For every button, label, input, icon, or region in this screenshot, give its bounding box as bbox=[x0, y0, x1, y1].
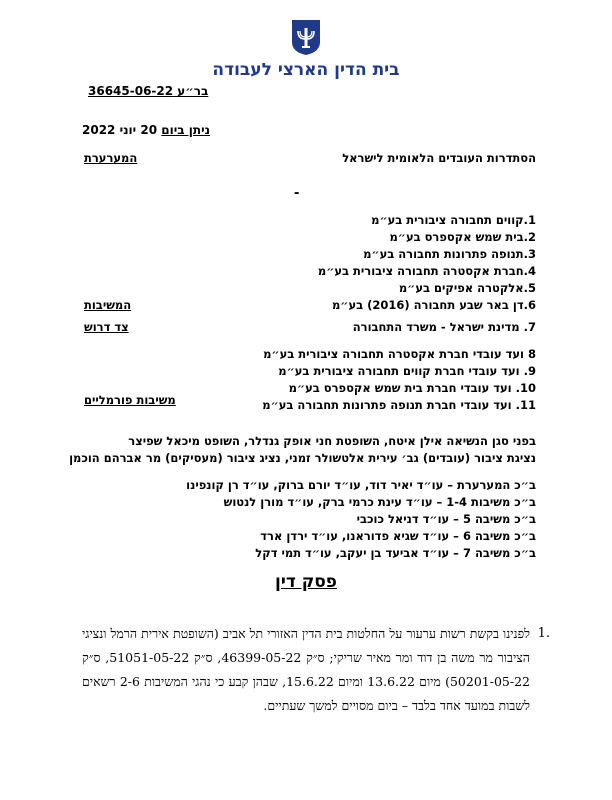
required-party-role: צד דרוש bbox=[84, 320, 129, 334]
respondent-item: 3.תנופה פתרונות תחבורה בע״מ bbox=[363, 247, 536, 261]
case-number: בר״ע 36645-06-22 bbox=[88, 84, 209, 98]
formal-respondent-item: 9. ועד עובדי חברת קווים תחבורה ציבורית בע״מ bbox=[278, 364, 536, 378]
paragraph-number: 1. bbox=[537, 626, 550, 641]
respondent-item: 4.חברת אקסטרה תחבורה ציבורית בע״מ bbox=[317, 264, 536, 278]
formal-respondent-item: 11. ועד עובדי חברת תנופה פתרונות תחבורה בע״מ bbox=[262, 398, 536, 412]
versus-separator: - bbox=[294, 186, 300, 201]
respondent-item: 2.בית שמש אקספרס בע״מ bbox=[389, 230, 536, 244]
required-party-name: 7. מדינת ישראל - משרד התחבורה bbox=[352, 320, 536, 334]
counsel-line: ב״כ המערערת – עו״ד יאיר דוד, עו״ד יורם ברוק, עו״ד רן קונפינו bbox=[186, 478, 536, 492]
verdict-paragraph: לפנינו בקשת רשות ערעור על החלטות בית הדין האזורי תל אביב (השופטת אירית הרמל ונציגי הציבור מר משה בן דוד ומר מאיר שריקי; ס״ק 46399-05-22, ס״ק 51051-05-22, ס״ק 50201-05-22) מיום 13.6.22 ומיום 15.6.22, שבהן קבע כי נהגי המשיבות 2-6 רשאים לשבות במועד אחד בלבד – ביום מסויים למשך שעתיים. bbox=[82, 626, 531, 713]
given-date: 20 יוני 2022 bbox=[82, 123, 158, 137]
formal-respondent-item: 10. ועד עובדי חברת בית שמש אקספרס בע״מ bbox=[288, 381, 536, 395]
verdict-heading-text: פסק דין bbox=[274, 572, 337, 592]
counsel-line: ב״כ משיבות 1-4 – עו״ד עינת כרמי ברק, עו״ד מורן לנטוש bbox=[223, 495, 536, 509]
state-emblem-icon bbox=[290, 18, 322, 56]
respondent-item: 1.קווים תחבורה ציבורית בע״מ bbox=[371, 213, 536, 227]
respondent-item: 5.אלקטרה אפיקים בע״מ bbox=[398, 281, 536, 295]
panel-line: נציגת ציבור (עובדים) גב׳ עירית אלטשולר זמני, נציג ציבור (מעסיקים) מר אברהם הוכמן bbox=[69, 451, 536, 465]
given-date-line bbox=[82, 123, 210, 137]
panel-line: בפני סגן הנשיאה אילן איטח, השופטת חני אופק גנדלר, השופט מיכאל שפיצר bbox=[128, 434, 536, 448]
counsel-line: ב״כ משיבה 7 – עו״ד אביעד בן יעקב, עו״ד תמי דקל bbox=[255, 546, 536, 560]
respondents-role: המשיבות bbox=[84, 298, 132, 312]
court-name: בית הדין הארצי לעבודה bbox=[212, 60, 400, 80]
verdict-heading bbox=[0, 572, 612, 592]
counsel-line: ב״כ משיבה 5 – עו״ד דניאל כוכבי bbox=[356, 512, 536, 526]
formal-respondents-role: משיבות פורמליים bbox=[84, 393, 176, 407]
respondent-item: 6.דן באר שבע תחבורה (2016) בע״מ bbox=[331, 298, 536, 312]
appellant-role: המערערת bbox=[84, 151, 138, 165]
given-prefix: ניתן ביום bbox=[161, 123, 211, 137]
formal-respondent-item: 8 ועד עובדי חברת אקסטרה תחבורה ציבורית בע״מ bbox=[263, 347, 536, 361]
counsel-line: ב״כ משיבה 6 – עו״ד שגיא פדוראנו, עו״ד ירדן ארד bbox=[260, 529, 536, 543]
appellant-name: הסתדרות העובדים הלאומית לישראל bbox=[342, 151, 536, 165]
